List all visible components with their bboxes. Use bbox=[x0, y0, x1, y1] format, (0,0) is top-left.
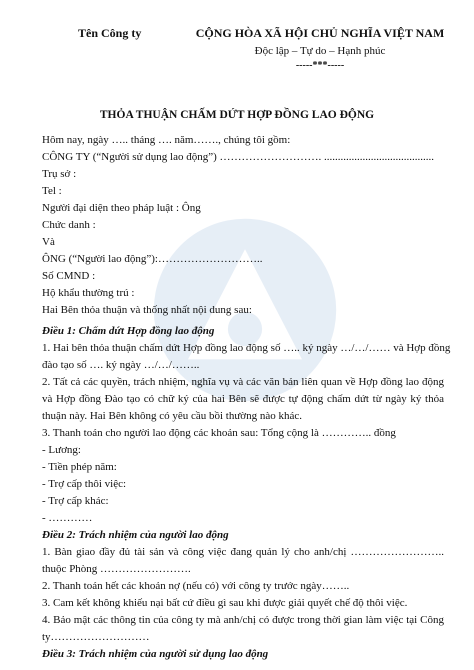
article-2-paragraph-4: 4. Bảo mật các thông tin của công ty mà anh/chị có được trong thời gian làm việc tại Công ty……………………… bbox=[42, 614, 444, 643]
and-line: Và bbox=[42, 236, 55, 248]
agreement-line: Hai Bên thỏa thuận và thống nhất nội dung sau: bbox=[42, 304, 252, 316]
article-1-paragraph-3: 3. Thanh toán cho người lao động các khoản sau: Tổng cộng là ………….. đồng bbox=[42, 427, 396, 439]
employee-line: ÔNG (“Người lao động”):……………………….. bbox=[42, 253, 263, 265]
article-2-title: Điều 2: Trách nhiệm của người lao động bbox=[42, 529, 229, 541]
address-line: Trụ sở : bbox=[42, 168, 77, 180]
payment-item: - Trợ cấp khác: bbox=[42, 495, 109, 507]
tel-line: Tel : bbox=[42, 185, 62, 197]
company-line: CÔNG TY (“Người sử dụng lao động”) ………………………. ........................................ bbox=[42, 151, 435, 163]
date-line: Hôm nay, ngày ….. tháng …. năm……., chúng tôi gồm: bbox=[42, 134, 291, 146]
motto: Độc lập – Tự do – Hạnh phúc bbox=[254, 45, 386, 57]
payment-item: - Tiền phép năm: bbox=[42, 461, 117, 473]
company-name: Tên Công ty bbox=[78, 26, 142, 40]
article-1-paragraph-2: 2. Tất cả các quyền, trách nhiệm, nghĩa vụ và các văn bản liên quan về Hợp đồng lao động và Hợp đồng Đào tạo có chữ ký của hai Bên sẽ được tự động chấm dứt từ ngày ký thỏa thuận này. Hai Bên không có yêu cầu bồi thường nào khác. bbox=[42, 376, 444, 422]
payment-item: - Trợ cấp thôi việc: bbox=[42, 478, 127, 490]
position-line: Chức danh : bbox=[42, 219, 96, 231]
nation-name: CỘNG HÒA XÃ HỘI CHỦ NGHĨA VIỆT NAM bbox=[195, 26, 445, 40]
article-1-paragraph-1b: đào tạo số …. ký ngày …/…/…….. bbox=[42, 359, 200, 371]
id-line: Số CMND : bbox=[42, 270, 96, 282]
article-1-paragraph-1a: 1. Hai bên thỏa thuận chấm dứt Hợp đồng lao động số ….. ký ngày …/…/…… và Hợp đồng bbox=[42, 342, 451, 354]
residence-line: Hộ khẩu thường trú : bbox=[42, 287, 135, 299]
header-separator: -----***----- bbox=[295, 60, 345, 71]
payment-item: - Lương: bbox=[42, 444, 81, 456]
document-body bbox=[42, 132, 451, 663]
article-1-title: Điều 1: Chấm dứt Hợp đồng lao động bbox=[42, 325, 215, 337]
article-2-paragraph-2: 2. Thanh toán hết các khoản nợ (nếu có) với công ty trước ngày…….. bbox=[42, 580, 350, 592]
representative-line: Người đại diện theo pháp luật : Ông bbox=[42, 202, 201, 214]
article-2-paragraph-1: 1. Bàn giao đầy đủ tài sản và công việc đang quản lý cho anh/chị …………………….. thuộc Phòng ……………………. bbox=[42, 546, 444, 575]
payment-item: - ………… bbox=[42, 512, 93, 524]
article-2-paragraph-3: 3. Cam kết không khiếu nại bất cứ điều gì sau khi được giải quyết chế độ thôi việc. bbox=[42, 597, 408, 609]
document-title: THỎA THUẬN CHẤM DỨT HỢP ĐỒNG LAO ĐỘNG bbox=[99, 109, 375, 121]
document-header bbox=[0, 26, 474, 78]
national-header bbox=[195, 26, 445, 71]
article-3-title: Điều 3: Trách nhiệm của người sử dụng lao động bbox=[42, 648, 269, 660]
